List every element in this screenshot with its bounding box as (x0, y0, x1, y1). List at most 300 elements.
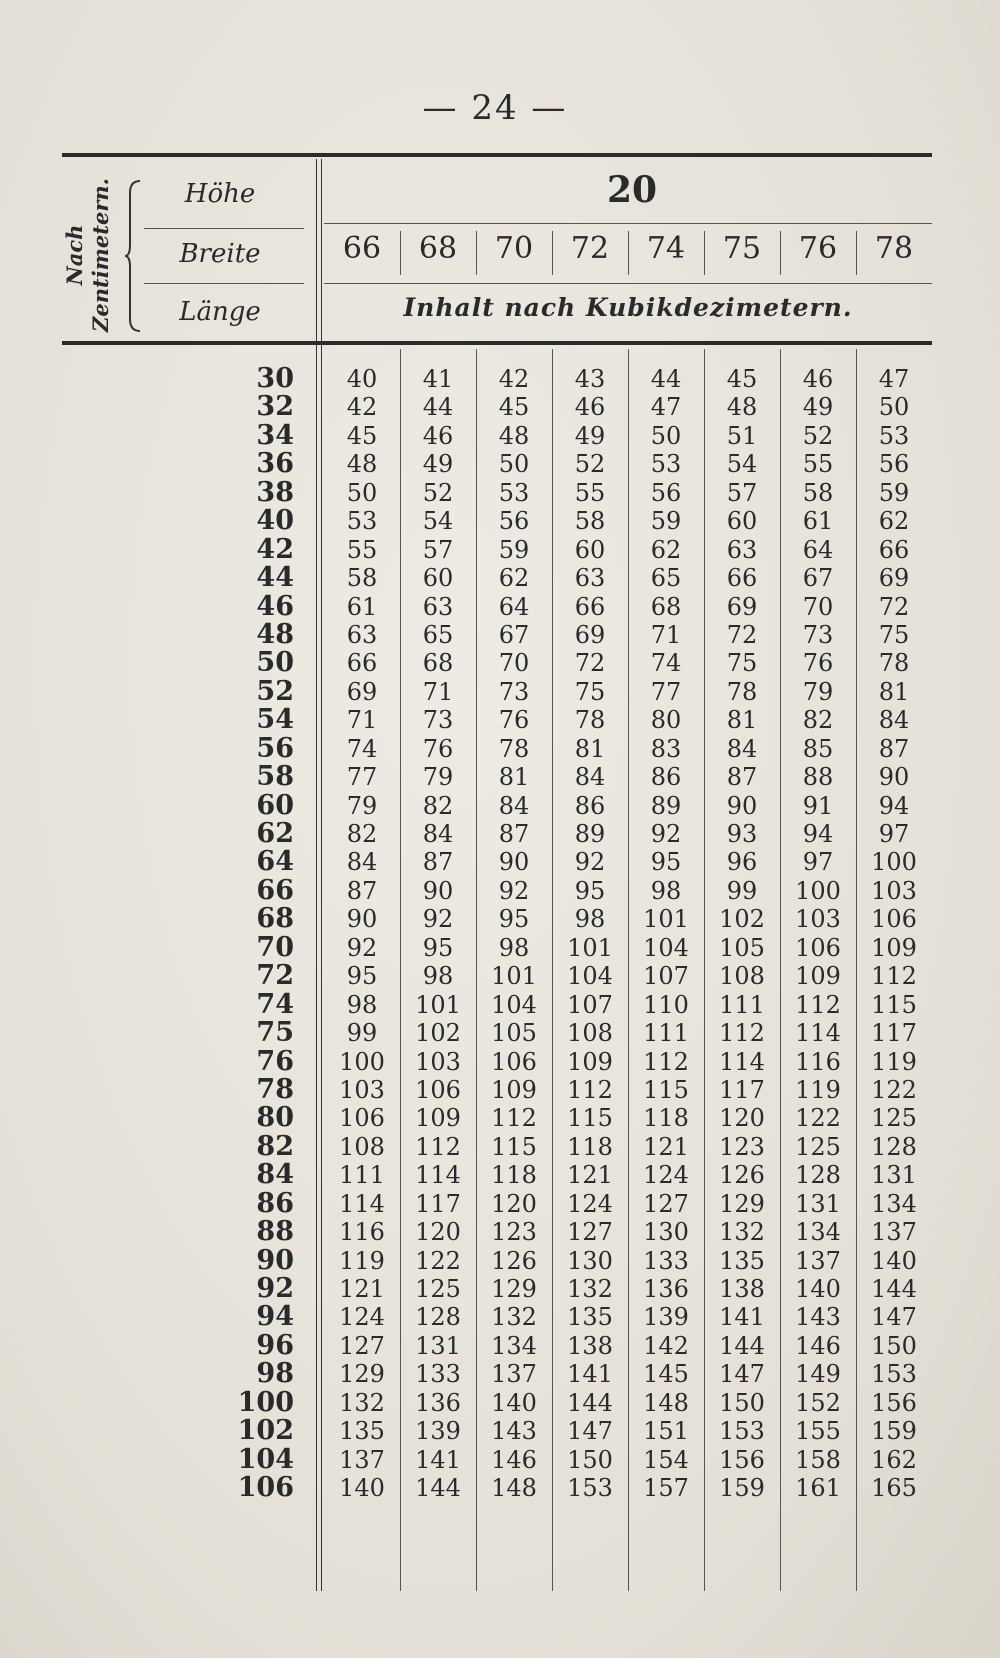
volume-cell: 81 (726, 706, 758, 735)
volume-cell: 118 (643, 1104, 689, 1133)
volume-cell: 133 (415, 1360, 461, 1389)
volume-cell: 134 (491, 1331, 537, 1360)
laenge-value: 56 (256, 732, 294, 764)
volume-column (474, 365, 554, 1503)
laenge-value: 98 (256, 1358, 294, 1390)
volume-cell: 87 (498, 820, 530, 848)
volume-cell: 150 (567, 1445, 613, 1474)
volume-cell: 145 (643, 1360, 689, 1389)
volume-cell: 106 (871, 905, 917, 934)
volume-cell: 157 (643, 1474, 689, 1503)
volume-cell: 45 (726, 365, 758, 393)
volume-cell: 126 (719, 1161, 765, 1190)
volume-cell: 108 (719, 962, 765, 991)
volume-cell: 147 (567, 1417, 613, 1446)
volume-cell: 112 (795, 990, 841, 1019)
volume-cell: 108 (567, 1019, 613, 1048)
volume-cell: 47 (878, 365, 910, 393)
volume-cell: 92 (574, 848, 606, 877)
volume-cell: 121 (339, 1275, 385, 1303)
volume-cell: 121 (643, 1132, 689, 1161)
volume-column (626, 365, 706, 1503)
laenge-value: 40 (256, 505, 294, 537)
volume-cell: 148 (491, 1474, 537, 1503)
volume-cell: 93 (726, 820, 758, 848)
volume-cell: 111 (339, 1161, 385, 1190)
volume-cell: 100 (871, 848, 917, 877)
volume-cell: 118 (567, 1132, 613, 1161)
volume-cell: 47 (650, 393, 682, 422)
volume-cell: 65 (650, 564, 682, 593)
volume-cell: 58 (346, 564, 378, 593)
laenge-value: 32 (256, 391, 294, 423)
volume-cell: 63 (726, 535, 758, 564)
volume-cell: 119 (795, 1075, 841, 1104)
side-label-line1: Nach (62, 224, 87, 286)
volume-cell: 134 (795, 1218, 841, 1247)
volume-cell: 94 (878, 791, 910, 820)
volume-cell: 149 (795, 1360, 841, 1389)
volume-cell: 154 (643, 1445, 689, 1474)
volume-cell: 95 (498, 905, 530, 934)
volume-cell: 78 (878, 649, 910, 678)
volume-cell: 92 (346, 933, 378, 962)
volume-cell: 107 (567, 990, 613, 1019)
volume-cell: 159 (871, 1417, 917, 1446)
volume-cell: 155 (795, 1417, 841, 1446)
laenge-value: 58 (256, 761, 294, 793)
volume-cell: 76 (498, 706, 530, 735)
laenge-value: 48 (256, 618, 294, 650)
volume-cell: 78 (498, 734, 530, 763)
volume-cell: 90 (878, 763, 910, 792)
volume-cell: 102 (719, 905, 765, 934)
volume-cell: 84 (346, 848, 378, 877)
volume-cell: 78 (574, 706, 606, 735)
volume-cell: 114 (795, 1019, 841, 1048)
volume-cell: 66 (878, 535, 910, 564)
volume-cell: 133 (643, 1246, 689, 1275)
volume-column (550, 365, 630, 1503)
volume-cell: 67 (498, 620, 530, 649)
volume-cell: 115 (871, 990, 917, 1019)
volume-cell: 70 (802, 592, 834, 621)
volume-cell: 112 (643, 1047, 689, 1076)
volume-cell: 49 (574, 421, 606, 450)
volume-cell: 86 (650, 763, 682, 792)
volume-cell: 120 (491, 1189, 537, 1218)
volume-cell: 114 (339, 1189, 385, 1218)
laenge-value: 46 (256, 590, 294, 622)
volume-cell: 73 (498, 677, 530, 706)
volume-cell: 83 (650, 734, 682, 763)
table-top-rule (62, 153, 932, 157)
laenge-value: 60 (256, 789, 294, 821)
laenge-value: 42 (256, 533, 294, 565)
volume-cell: 135 (339, 1417, 385, 1446)
volume-cell: 55 (574, 478, 606, 507)
volume-cell: 125 (415, 1275, 461, 1303)
volume-cell: 77 (650, 677, 682, 706)
volume-cell: 115 (491, 1132, 537, 1161)
volume-cell: 114 (415, 1161, 461, 1190)
volume-cell: 90 (498, 848, 530, 877)
volume-cell: 104 (643, 933, 689, 962)
volume-cell: 109 (415, 1104, 461, 1133)
volume-cell: 137 (871, 1218, 917, 1247)
volume-cell: 82 (346, 820, 378, 848)
volume-cell: 73 (422, 706, 454, 735)
volume-cell: 104 (567, 962, 613, 991)
volume-column (778, 365, 858, 1503)
volume-cell: 77 (346, 763, 378, 792)
volume-cell: 88 (802, 763, 834, 792)
volume-cell: 138 (719, 1275, 765, 1303)
volume-cell: 68 (650, 592, 682, 621)
volume-cell: 153 (719, 1417, 765, 1446)
laenge-value: 104 (237, 1443, 294, 1475)
volume-cell: 122 (795, 1104, 841, 1133)
volume-cell: 82 (802, 706, 834, 735)
volume-cell: 107 (643, 962, 689, 991)
volume-cell: 131 (871, 1161, 917, 1190)
volume-cell: 97 (802, 848, 834, 877)
volume-cell: 55 (346, 535, 378, 564)
volume-cell: 128 (795, 1161, 841, 1190)
volume-cell: 69 (878, 564, 910, 593)
volume-cell: 40 (346, 365, 378, 393)
volume-cell: 124 (567, 1189, 613, 1218)
breite-divider (628, 231, 629, 275)
volume-cell: 109 (795, 962, 841, 991)
volume-cell: 146 (491, 1445, 537, 1474)
volume-cell: 139 (415, 1417, 461, 1446)
volume-cell: 134 (871, 1189, 917, 1218)
volume-cell: 48 (498, 421, 530, 450)
volume-cell: 52 (574, 450, 606, 479)
volume-cell: 87 (422, 848, 454, 877)
volume-cell: 53 (346, 507, 378, 536)
laenge-value: 80 (256, 1102, 294, 1134)
volume-cell: 101 (643, 905, 689, 934)
volume-cell: 55 (802, 450, 834, 479)
volume-cell: 41 (422, 365, 454, 393)
volume-cell: 141 (719, 1303, 765, 1332)
volume-cell: 101 (567, 933, 613, 962)
volume-cell: 76 (802, 649, 834, 678)
volume-cell: 119 (871, 1047, 917, 1076)
volume-cell: 58 (574, 507, 606, 536)
laenge-value: 96 (256, 1329, 294, 1361)
volume-cell: 78 (726, 677, 758, 706)
volume-cell: 117 (871, 1019, 917, 1048)
volume-cell: 53 (498, 478, 530, 507)
volume-cell: 42 (498, 365, 530, 393)
volume-cell: 50 (878, 393, 910, 422)
volume-cell: 59 (498, 535, 530, 564)
header-separator (144, 228, 304, 229)
volume-cell: 148 (643, 1388, 689, 1417)
volume-cell: 92 (650, 820, 682, 848)
volume-cell: 121 (567, 1161, 613, 1190)
laenge-value: 76 (256, 1045, 294, 1077)
volume-cell: 112 (415, 1132, 461, 1161)
volume-cell: 50 (498, 450, 530, 479)
volume-cell: 74 (650, 649, 682, 678)
volume-cell: 81 (574, 734, 606, 763)
volume-cell: 144 (871, 1275, 917, 1303)
volume-cell: 140 (491, 1388, 537, 1417)
laenge-value: 30 (256, 363, 294, 394)
breite-value: 75 (722, 231, 762, 266)
volume-cell: 69 (574, 620, 606, 649)
header-separator (144, 283, 304, 284)
volume-cell: 50 (650, 421, 682, 450)
volume-cell: 58 (802, 478, 834, 507)
volume-cell: 81 (498, 763, 530, 792)
volume-cell: 48 (346, 450, 378, 479)
volume-cell: 98 (346, 990, 378, 1019)
laenge-value: 94 (256, 1301, 294, 1333)
breite-value: 66 (342, 231, 382, 266)
volume-cell: 112 (719, 1019, 765, 1048)
volume-cell: 56 (650, 478, 682, 507)
volume-cell: 84 (422, 820, 454, 848)
volume-cell: 43 (574, 365, 606, 393)
volume-cell: 80 (650, 706, 682, 735)
volume-cell: 53 (878, 421, 910, 450)
volume-cell: 116 (795, 1047, 841, 1076)
volume-cell: 92 (422, 905, 454, 934)
volume-cell: 64 (498, 592, 530, 621)
volume-cell: 109 (567, 1047, 613, 1076)
volume-cell: 128 (871, 1132, 917, 1161)
volume-cell: 63 (346, 620, 378, 649)
volume-cell: 87 (878, 734, 910, 763)
volume-cell: 137 (339, 1445, 385, 1474)
volume-cell: 61 (802, 507, 834, 536)
volume-cell: 52 (422, 478, 454, 507)
volume-cell: 85 (802, 734, 834, 763)
volume-cell: 46 (574, 393, 606, 422)
hoehe-label: Höhe (184, 179, 256, 209)
volume-cell: 68 (422, 649, 454, 678)
volume-cell: 151 (643, 1417, 689, 1446)
laenge-value: 82 (256, 1130, 294, 1162)
volume-cell: 127 (567, 1218, 613, 1247)
volume-cell: 63 (422, 592, 454, 621)
volume-column (854, 365, 934, 1503)
volume-cell: 112 (567, 1075, 613, 1104)
laenge-value: 44 (256, 562, 294, 594)
volume-cell: 106 (795, 933, 841, 962)
volume-cell: 49 (422, 450, 454, 479)
volume-cell: 86 (574, 791, 606, 820)
volume-cell: 61 (346, 592, 378, 621)
page-number: — 24 — (422, 88, 568, 128)
volume-cell: 63 (574, 564, 606, 593)
volume-cell: 119 (339, 1246, 385, 1275)
volume-cell: 120 (719, 1104, 765, 1133)
volume-cell: 81 (878, 677, 910, 706)
volume-cell: 95 (574, 876, 606, 905)
volume-cell: 103 (871, 876, 917, 905)
laenge-value: 86 (256, 1187, 294, 1219)
volume-cell: 130 (643, 1218, 689, 1247)
volume-cell: 60 (726, 507, 758, 536)
volume-cell: 84 (574, 763, 606, 792)
volume-cell: 82 (422, 791, 454, 820)
volume-cell: 67 (802, 564, 834, 593)
volume-cell: 129 (719, 1189, 765, 1218)
breite-top-rule (324, 223, 932, 224)
volume-cell: 71 (650, 620, 682, 649)
volume-cell: 84 (498, 791, 530, 820)
volume-cell: 111 (643, 1019, 689, 1048)
volume-cell: 74 (346, 734, 378, 763)
breite-value: 70 (494, 231, 534, 266)
volume-cell: 64 (802, 535, 834, 564)
volume-cell: 73 (802, 620, 834, 649)
volume-cell: 91 (802, 791, 834, 820)
volume-cell: 96 (726, 848, 758, 877)
volume-cell: 136 (643, 1275, 689, 1303)
volume-cell: 118 (491, 1161, 537, 1190)
volume-cell: 94 (802, 820, 834, 848)
breite-divider (780, 231, 781, 275)
volume-cell: 137 (491, 1360, 537, 1389)
side-label-line2: Zentimetern. (88, 178, 113, 332)
volume-column (398, 365, 478, 1503)
volume-cell: 98 (498, 933, 530, 962)
volume-cell: 162 (871, 1445, 917, 1474)
volume-cell: 89 (650, 791, 682, 820)
volume-cell: 100 (339, 1047, 385, 1076)
laenge-value: 66 (256, 874, 294, 906)
volume-cell: 137 (795, 1246, 841, 1275)
volume-cell: 135 (719, 1246, 765, 1275)
volume-cell: 111 (719, 990, 765, 1019)
volume-cell: 46 (802, 365, 834, 393)
volume-cell: 95 (346, 962, 378, 991)
volume-cell: 48 (726, 393, 758, 422)
laenge-value: 102 (237, 1415, 294, 1447)
volume-cell: 98 (574, 905, 606, 934)
volume-cell: 56 (498, 507, 530, 536)
volume-cell: 71 (422, 677, 454, 706)
hoehe-value: 20 (606, 169, 658, 211)
volume-cell: 120 (415, 1218, 461, 1247)
volume-cell: 123 (719, 1132, 765, 1161)
volume-cell: 131 (415, 1331, 461, 1360)
volume-cell: 95 (422, 933, 454, 962)
volume-cell: 98 (422, 962, 454, 991)
volume-cell: 125 (795, 1132, 841, 1161)
volume-cell: 106 (339, 1104, 385, 1133)
laenge-value: 92 (256, 1273, 294, 1304)
volume-cell: 140 (339, 1474, 385, 1503)
volume-cell: 132 (719, 1218, 765, 1247)
laenge-value: 72 (256, 960, 294, 992)
laenge-value: 64 (256, 846, 294, 878)
breite-label: Breite (179, 239, 261, 269)
volume-cell: 143 (491, 1417, 537, 1446)
breite-bottom-rule (324, 283, 932, 284)
volume-cell: 75 (574, 677, 606, 706)
volume-cell: 71 (346, 706, 378, 735)
volume-cell: 72 (726, 620, 758, 649)
volume-cell: 141 (567, 1360, 613, 1389)
breite-value: 74 (646, 231, 686, 266)
volume-cell: 57 (422, 535, 454, 564)
volume-cell: 153 (871, 1360, 917, 1389)
volume-cell: 117 (415, 1189, 461, 1218)
volume-cell: 51 (726, 421, 758, 450)
volume-cell: 66 (346, 649, 378, 678)
volume-cell: 97 (878, 820, 910, 848)
volume-cell: 62 (498, 564, 530, 593)
volume-cell: 109 (871, 933, 917, 962)
breite-value: 68 (418, 231, 458, 266)
volume-cell: 62 (878, 507, 910, 536)
volume-cell: 103 (339, 1075, 385, 1104)
volume-cell: 92 (498, 876, 530, 905)
volume-cell: 60 (422, 564, 454, 593)
volume-cell: 90 (346, 905, 378, 934)
volume-cell: 105 (491, 1019, 537, 1048)
header-bottom-rule (62, 341, 932, 345)
laenge-value: 74 (256, 988, 294, 1020)
volume-cell: 112 (871, 962, 917, 991)
volume-cell: 156 (871, 1388, 917, 1417)
volume-cell: 56 (878, 450, 910, 479)
volume-cell: 89 (574, 820, 606, 848)
breite-value: 78 (874, 231, 914, 266)
laenge-value: 54 (256, 704, 294, 736)
volume-cell: 152 (795, 1388, 841, 1417)
volume-cell: 69 (346, 677, 378, 706)
volume-cell: 110 (643, 990, 689, 1019)
volume-cell: 144 (567, 1388, 613, 1417)
volume-cell: 165 (871, 1474, 917, 1503)
volume-cell: 60 (574, 535, 606, 564)
volume-cell: 59 (650, 507, 682, 536)
volume-cell: 158 (795, 1445, 841, 1474)
breite-divider (476, 231, 477, 275)
volume-cell: 52 (802, 421, 834, 450)
volume-cell: 147 (871, 1303, 917, 1332)
volume-cell: 131 (795, 1189, 841, 1218)
volume-cell: 128 (415, 1303, 461, 1332)
volume-cell: 117 (719, 1075, 765, 1104)
volume-cell: 106 (491, 1047, 537, 1076)
volume-cell: 114 (719, 1047, 765, 1076)
laenge-value: 88 (256, 1216, 294, 1248)
volume-cell: 129 (339, 1360, 385, 1389)
volume-cell: 69 (726, 592, 758, 621)
volume-cell: 45 (346, 421, 378, 450)
volume-cell: 99 (726, 876, 758, 905)
volume-cell: 99 (346, 1019, 378, 1048)
volume-cell: 72 (878, 592, 910, 621)
volume-cell: 70 (498, 649, 530, 678)
volume-cell: 72 (574, 649, 606, 678)
volume-cell: 116 (339, 1218, 385, 1247)
volume-cell: 75 (726, 649, 758, 678)
volume-cell: 143 (795, 1303, 841, 1332)
volume-cell: 62 (650, 535, 682, 564)
laenge-value: 78 (256, 1073, 294, 1105)
